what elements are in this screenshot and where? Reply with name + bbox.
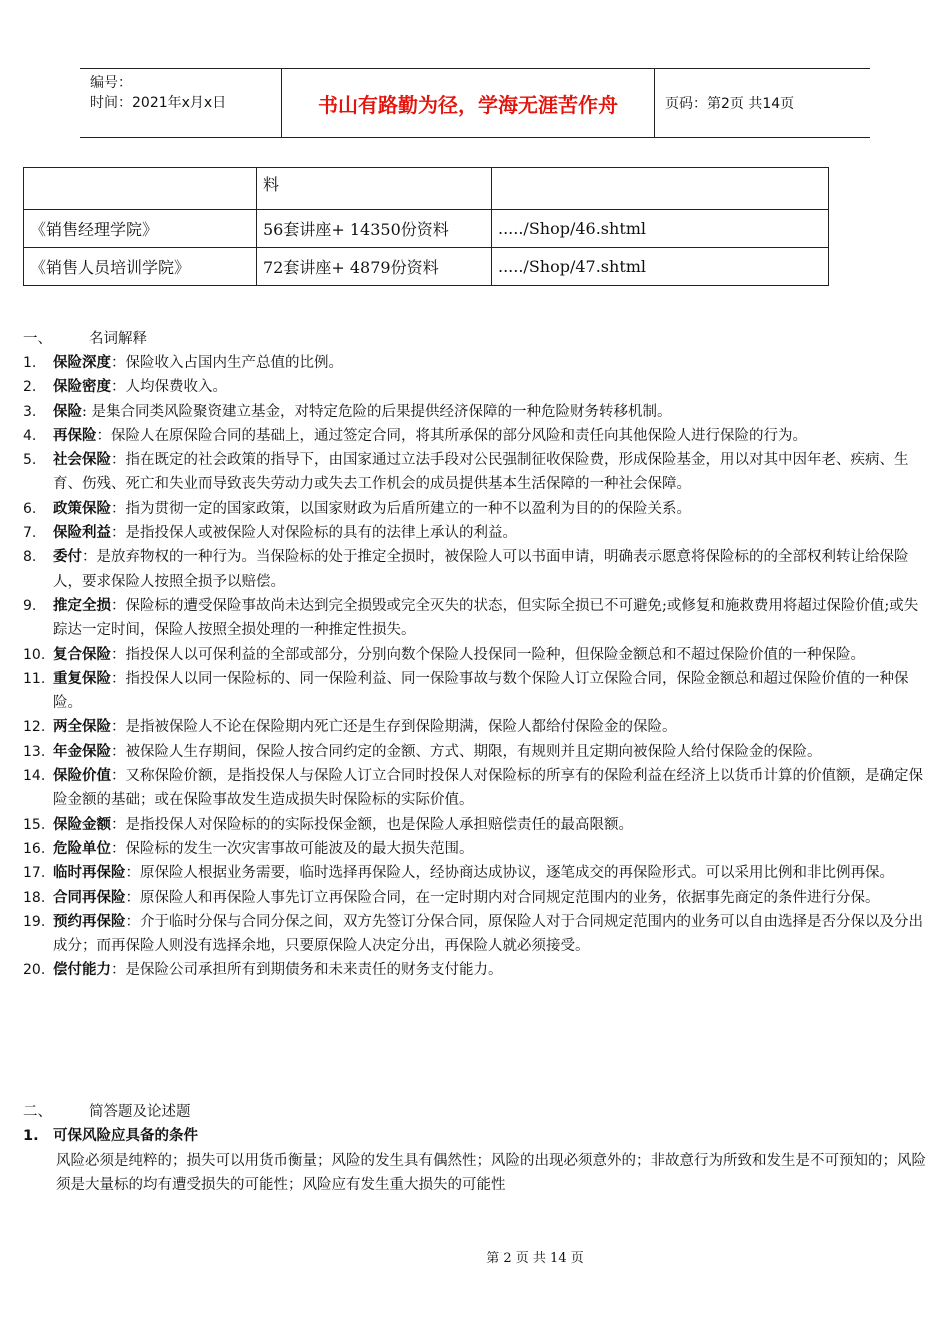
term-definition: ：保险收入占国内生产总值的比例。 bbox=[111, 355, 343, 371]
table-cell: 《销售人员培训学院》 bbox=[24, 248, 257, 286]
question-answer: 风险必须是纯粹的；损失可以用货币衡量；风险的发生具有偶然性；风险的出现必须意外的；非故意行为所致和发生是不可预知的；风险须是大量标的均有遭受损失的可能性；风险应有发生重大损失的可能性 bbox=[56, 1153, 926, 1194]
term-name: 委付 bbox=[53, 549, 82, 566]
item-number: 11. bbox=[23, 670, 46, 687]
item-number: 7. bbox=[23, 525, 37, 542]
list-item bbox=[23, 764, 931, 813]
item-number: 17. bbox=[23, 865, 46, 882]
term-name: 保险 bbox=[53, 403, 82, 420]
table-row bbox=[24, 210, 829, 248]
term-definition: ：是保险公司承担所有到期债务和未来责任的财务支付能力。 bbox=[111, 962, 503, 979]
list-item bbox=[23, 594, 931, 643]
table-cell-link[interactable]: ...../Shop/46.shtml bbox=[492, 210, 829, 248]
item-number: 8. bbox=[23, 549, 37, 566]
term-definition: ：是指被保险人不论在保险期内死亡还是生存到保险期满，保险人都给付保险金的保险。 bbox=[111, 719, 677, 736]
term-name: 保险深度 bbox=[53, 355, 111, 371]
list-item bbox=[23, 958, 931, 982]
item-number: 9. bbox=[23, 597, 37, 614]
header-page-info: 页码：第2页 共14页 bbox=[665, 96, 795, 112]
term-definition: ：指投保人以可保利益的全部或部分，分别向数个保险人投保同一险种，但保险金额总和不超过保险价值的一种保险。 bbox=[111, 646, 865, 663]
list-item bbox=[23, 861, 931, 885]
question-title: 可保风险应具备的条件 bbox=[53, 1128, 198, 1144]
list-item bbox=[23, 400, 931, 424]
term-definition: ：原保险人和再保险人事先订立再保险合同，在一定时期内对合同规定范围内的业务，依据事先商定的条件进行分保。 bbox=[125, 889, 880, 906]
item-number: 15. bbox=[23, 816, 46, 833]
table-row bbox=[24, 168, 829, 210]
term-definition: ：是指投保人对保险标的的实际投保金额，也是保险人承担赔偿责任的最高限额。 bbox=[111, 816, 633, 833]
term-name: 年金保险 bbox=[53, 743, 111, 760]
list-item bbox=[23, 715, 931, 739]
list-item bbox=[23, 448, 931, 497]
list-item bbox=[23, 545, 931, 594]
item-number: 4. bbox=[23, 427, 37, 444]
doc-number-label: 编号： bbox=[90, 75, 132, 91]
section-number: 一、 bbox=[23, 331, 52, 347]
item-number: 6. bbox=[23, 500, 37, 517]
question-number: 1. bbox=[23, 1128, 39, 1144]
term-name: 推定全损 bbox=[53, 597, 111, 614]
section-title: 名词解释 bbox=[89, 331, 147, 347]
list-item bbox=[23, 910, 931, 959]
term-definition: ：指为贯彻一定的国家政策，以国家财政为后盾所建立的一种不以盈利为目的的保险关系。 bbox=[111, 500, 691, 517]
table-cell bbox=[24, 168, 257, 210]
item-number: 10. bbox=[23, 646, 46, 663]
term-name: 保险价值 bbox=[53, 768, 111, 785]
table-cell bbox=[492, 168, 829, 210]
item-number: 2. bbox=[23, 379, 37, 396]
item-number: 16. bbox=[23, 840, 46, 857]
header-motto: 书山有路勤为径，学海无涯苦作舟 bbox=[282, 69, 655, 137]
term-name: 保险密度 bbox=[53, 379, 111, 396]
list-item bbox=[23, 837, 931, 861]
term-definition: ：保险标的发生一次灾害事故可能波及的最大损失范围。 bbox=[111, 840, 474, 857]
term-name: 保险金额 bbox=[53, 816, 111, 833]
table-cell: 72套讲座+ 4879份资料 bbox=[257, 248, 492, 286]
list-item bbox=[23, 497, 931, 521]
term-name: 政策保险 bbox=[53, 500, 111, 517]
term-name: 临时再保险 bbox=[53, 865, 126, 882]
item-number: 13. bbox=[23, 743, 46, 760]
list-item bbox=[23, 643, 931, 667]
list-item bbox=[23, 424, 931, 448]
list-item bbox=[23, 813, 931, 837]
term-definition: ：是指投保人或被保险人对保险标的具有的法律上承认的利益。 bbox=[111, 525, 517, 542]
table-cell: 56套讲座+ 14350份资料 bbox=[257, 210, 492, 248]
list-item bbox=[23, 375, 931, 399]
term-list bbox=[23, 351, 931, 983]
term-definition: ：人均保费收入。 bbox=[111, 379, 227, 396]
term-definition: ：是放弃物权的一种行为。当保险标的处于推定全损时，被保险人可以书面申请，明确表示愿意将保险标的的全部权利转让给保险人，要求保险人按照全损予以赔偿。 bbox=[53, 549, 909, 590]
question-heading bbox=[23, 1124, 198, 1145]
term-definition: ：指在既定的社会政策的指导下，由国家通过立法手段对公民强制征收保险费，形成保险基金，用以对其中因年老、疾病、生育、伤残、死亡和失业而导致丧失劳动力或失去工作机会的成员提供基本生活保障的一种社会保障。 bbox=[53, 452, 909, 493]
term-name: 保险利益 bbox=[53, 525, 111, 542]
page-footer: 第 2 页 共 14 页 bbox=[486, 1251, 584, 1266]
table-cell: 《销售经理学院》 bbox=[24, 210, 257, 248]
list-item bbox=[23, 740, 931, 764]
resource-table bbox=[23, 167, 829, 286]
term-name: 复合保险 bbox=[53, 646, 111, 663]
term-name: 预约再保险 bbox=[53, 913, 126, 930]
section-heading-1 bbox=[23, 327, 147, 348]
page-header bbox=[80, 68, 870, 138]
term-definition: ：介于临时分保与合同分保之间，双方先签订分保合同，原保险人对于合同规定范围内的业务可以自由选择是否分保以及分出成分；而再保险人则没有选择余地，只要原保险人决定分出，再保险人就必须接受。 bbox=[53, 913, 923, 955]
term-name: 偿付能力 bbox=[53, 962, 111, 979]
item-number: 19. bbox=[23, 913, 46, 930]
list-item bbox=[23, 521, 931, 545]
term-definition: ：原保险人根据业务需要，临时选择再保险人，经协商达成协议，逐笔成交的再保险形式。可以采用比例和非比例再保。 bbox=[125, 865, 894, 882]
section-title: 简答题及论述题 bbox=[89, 1104, 191, 1120]
list-item bbox=[23, 886, 931, 910]
term-name: 合同再保险 bbox=[53, 889, 126, 906]
item-number: 3. bbox=[23, 403, 37, 420]
term-definition: : 是集合同类风险聚资建立基金，对特定危险的后果提供经济保障的一种危险财务转移机制。 bbox=[82, 403, 672, 420]
term-definition: ：保险标的遭受保险事故尚未达到完全损毁或完全灭失的状态，但实际全损已不可避免;或修复和施救费用将超过保险价值;或失踪达一定时间，保险人按照全损处理的一种推定性损失。 bbox=[53, 597, 919, 639]
term-name: 两全保险 bbox=[53, 719, 111, 736]
term-name: 再保险 bbox=[53, 427, 97, 444]
item-number: 20. bbox=[23, 962, 46, 979]
doc-date-label: 时间：2021年x月x日 bbox=[90, 95, 227, 111]
table-cell-link[interactable]: ...../Shop/47.shtml bbox=[492, 248, 829, 286]
term-name: 社会保险 bbox=[53, 452, 111, 469]
term-name: 重复保险 bbox=[53, 670, 111, 687]
header-left-cell bbox=[80, 69, 282, 137]
item-number: 18. bbox=[23, 889, 46, 906]
item-number: 14. bbox=[23, 768, 46, 785]
item-number: 1. bbox=[23, 355, 37, 371]
list-item bbox=[23, 351, 931, 375]
term-definition: ：又称保险价额，是指投保人与保险人订立合同时投保人对保险标的所享有的保险利益在经济上以货币计算的价值额，是确定保险金额的基础；或在保险事故发生造成损失时保险标的实际价值。 bbox=[53, 768, 923, 809]
term-definition: ：被保险人生存期间，保险人按合同约定的金额、方式、期限，有规则并且定期向被保险人给付保险金的保险。 bbox=[111, 743, 822, 760]
item-number: 5. bbox=[23, 452, 37, 469]
term-definition: ：指投保人以同一保险标的、同一保险利益、同一保险事故与数个保险人订立保险合同，保险金额总和超过保险价值的一种保险。 bbox=[53, 670, 909, 712]
section-heading-2 bbox=[23, 1100, 191, 1121]
table-cell: 料 bbox=[257, 168, 492, 210]
section-number: 二、 bbox=[23, 1104, 52, 1120]
item-number: 12. bbox=[23, 719, 46, 736]
term-name: 危险单位 bbox=[53, 840, 111, 857]
term-definition: ：保险人在原保险合同的基础上，通过签定合同，将其所承保的部分风险和责任向其他保险人进行保险的行为。 bbox=[96, 427, 807, 444]
list-item bbox=[23, 667, 931, 716]
table-row bbox=[24, 248, 829, 286]
